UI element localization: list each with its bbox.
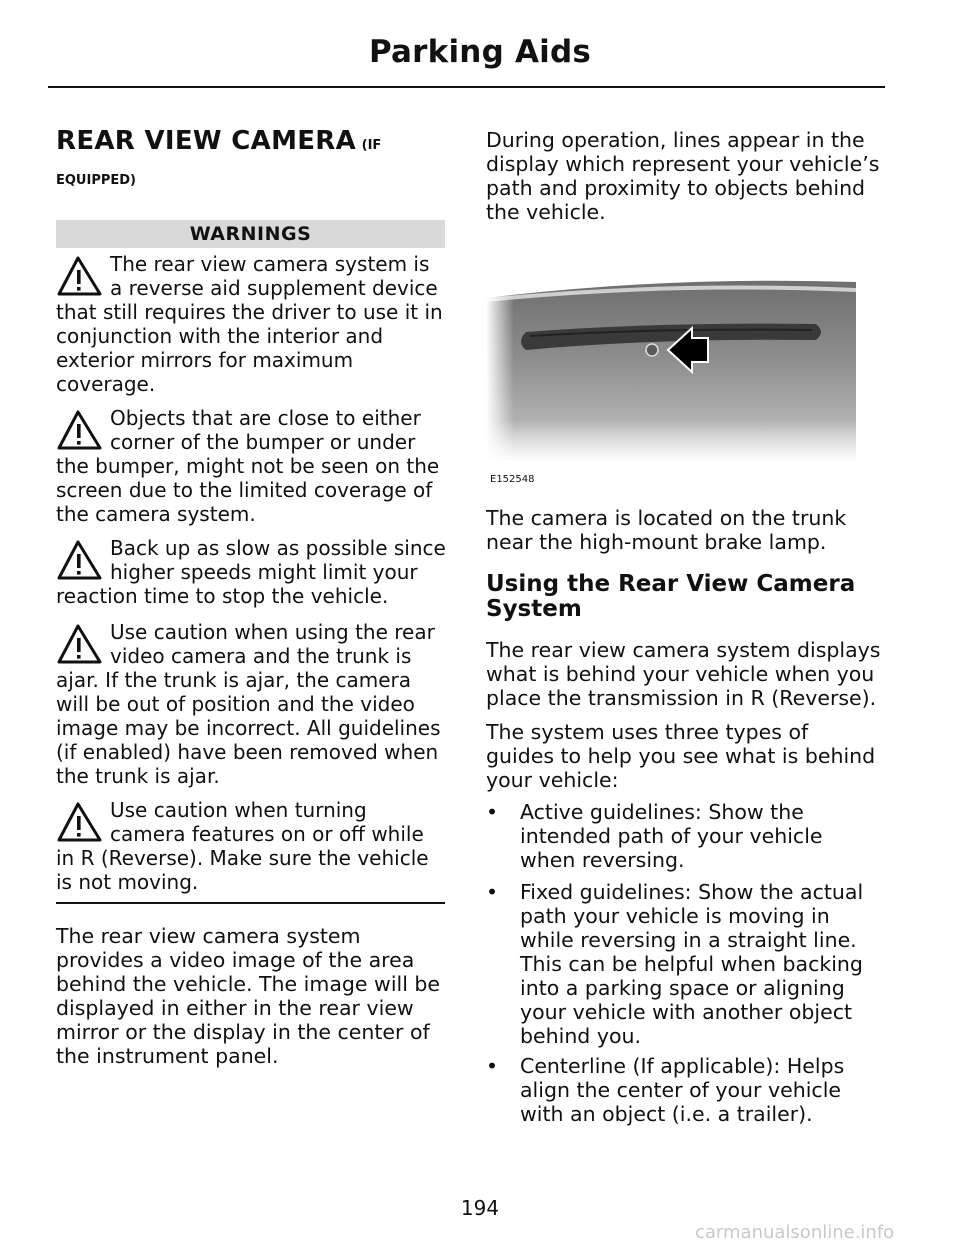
page-number: 194 — [460, 1196, 500, 1220]
camera-description: The rear view camera system provides a video image of the area behind the vehicle. The image will be displayed in either in the rear view mirror or the display in the center of the instrument panel. — [56, 924, 441, 1068]
trunk-camera-photo — [486, 270, 856, 462]
list-item — [486, 880, 882, 1048]
warning-text: Use caution when turning camera features on or off while in R (Reverse). Make sure the vehicle is not moving. — [56, 798, 429, 894]
guides-intro: The system uses three types of guides to help you see what is behind your vehicle: — [486, 720, 876, 792]
list-item-text: Fixed guidelines: Show the actual path your vehicle is moving in while reversing in a straight line. This can be helpful when backing into a parking space or aligning your vehicle with another object behind you. — [520, 880, 864, 1048]
system-description: The rear view camera system displays what is behind your vehicle when you place the transmission in R (Reverse). — [486, 638, 881, 710]
section-title-line2: EQUIPPED) — [56, 173, 136, 188]
warning-triangle-icon — [56, 254, 104, 298]
warning-text: The rear view camera system is a reverse aid supplement device that still requires the driver to use it in conjunction with the interior and exterior mirrors for maximum coverage. — [56, 252, 443, 396]
camera-location-text: The camera is located on the trunk near the high-mount brake lamp. — [486, 506, 847, 554]
warning-text: Use caution when using the rear video camera and the trunk is ajar. If the trunk is ajar, the camera will be out of position and the video image may be incorrect. All guidelines (if enabled) have been removed when the trunk is ajar. — [56, 620, 441, 788]
section-title-suffix: (IF — [361, 138, 382, 153]
watermark: carmanualsonline.info — [695, 1222, 895, 1243]
section-title-main: REAR VIEW CAMERA — [56, 126, 357, 156]
warning-item — [56, 406, 447, 526]
subheading: Using the Rear View Camera System — [486, 571, 856, 622]
warnings-heading: WARNINGS — [56, 220, 445, 248]
warning-item — [56, 536, 447, 608]
warning-text: Objects that are close to either corner of the bumper or under the bumper, might not be seen on the screen due to the limited coverage of the camera system. — [56, 406, 440, 526]
warnings-end-rule — [56, 902, 445, 904]
warning-item — [56, 798, 447, 894]
list-item — [486, 800, 882, 872]
list-item — [486, 1054, 882, 1126]
warning-item — [56, 252, 447, 396]
page-title: Parking Aids — [368, 34, 592, 70]
warning-item — [56, 620, 447, 788]
section-title — [56, 128, 446, 154]
bullet-glyph: • — [486, 1054, 499, 1078]
warning-triangle-icon — [56, 538, 104, 582]
warning-text: Back up as slow as possible since higher speeds might limit your reaction time to stop the vehicle. — [56, 536, 446, 608]
list-item-text: Centerline (If applicable): Helps align the center of your vehicle with an object (i.e. a trailer). — [520, 1054, 845, 1126]
guidelines-intro: During operation, lines appear in the display which represent your vehicle’s path and proximity to objects behind the vehicle. — [486, 128, 880, 224]
warning-triangle-icon — [56, 800, 104, 844]
warning-triangle-icon — [56, 408, 104, 452]
bullet-glyph: • — [486, 800, 499, 824]
list-item-text: Active guidelines: Show the intended path of your vehicle when reversing. — [520, 800, 823, 872]
bullet-glyph: • — [486, 880, 499, 904]
figure-caption: E152548 — [490, 474, 535, 485]
title-rule — [48, 86, 885, 88]
warning-triangle-icon — [56, 622, 104, 666]
